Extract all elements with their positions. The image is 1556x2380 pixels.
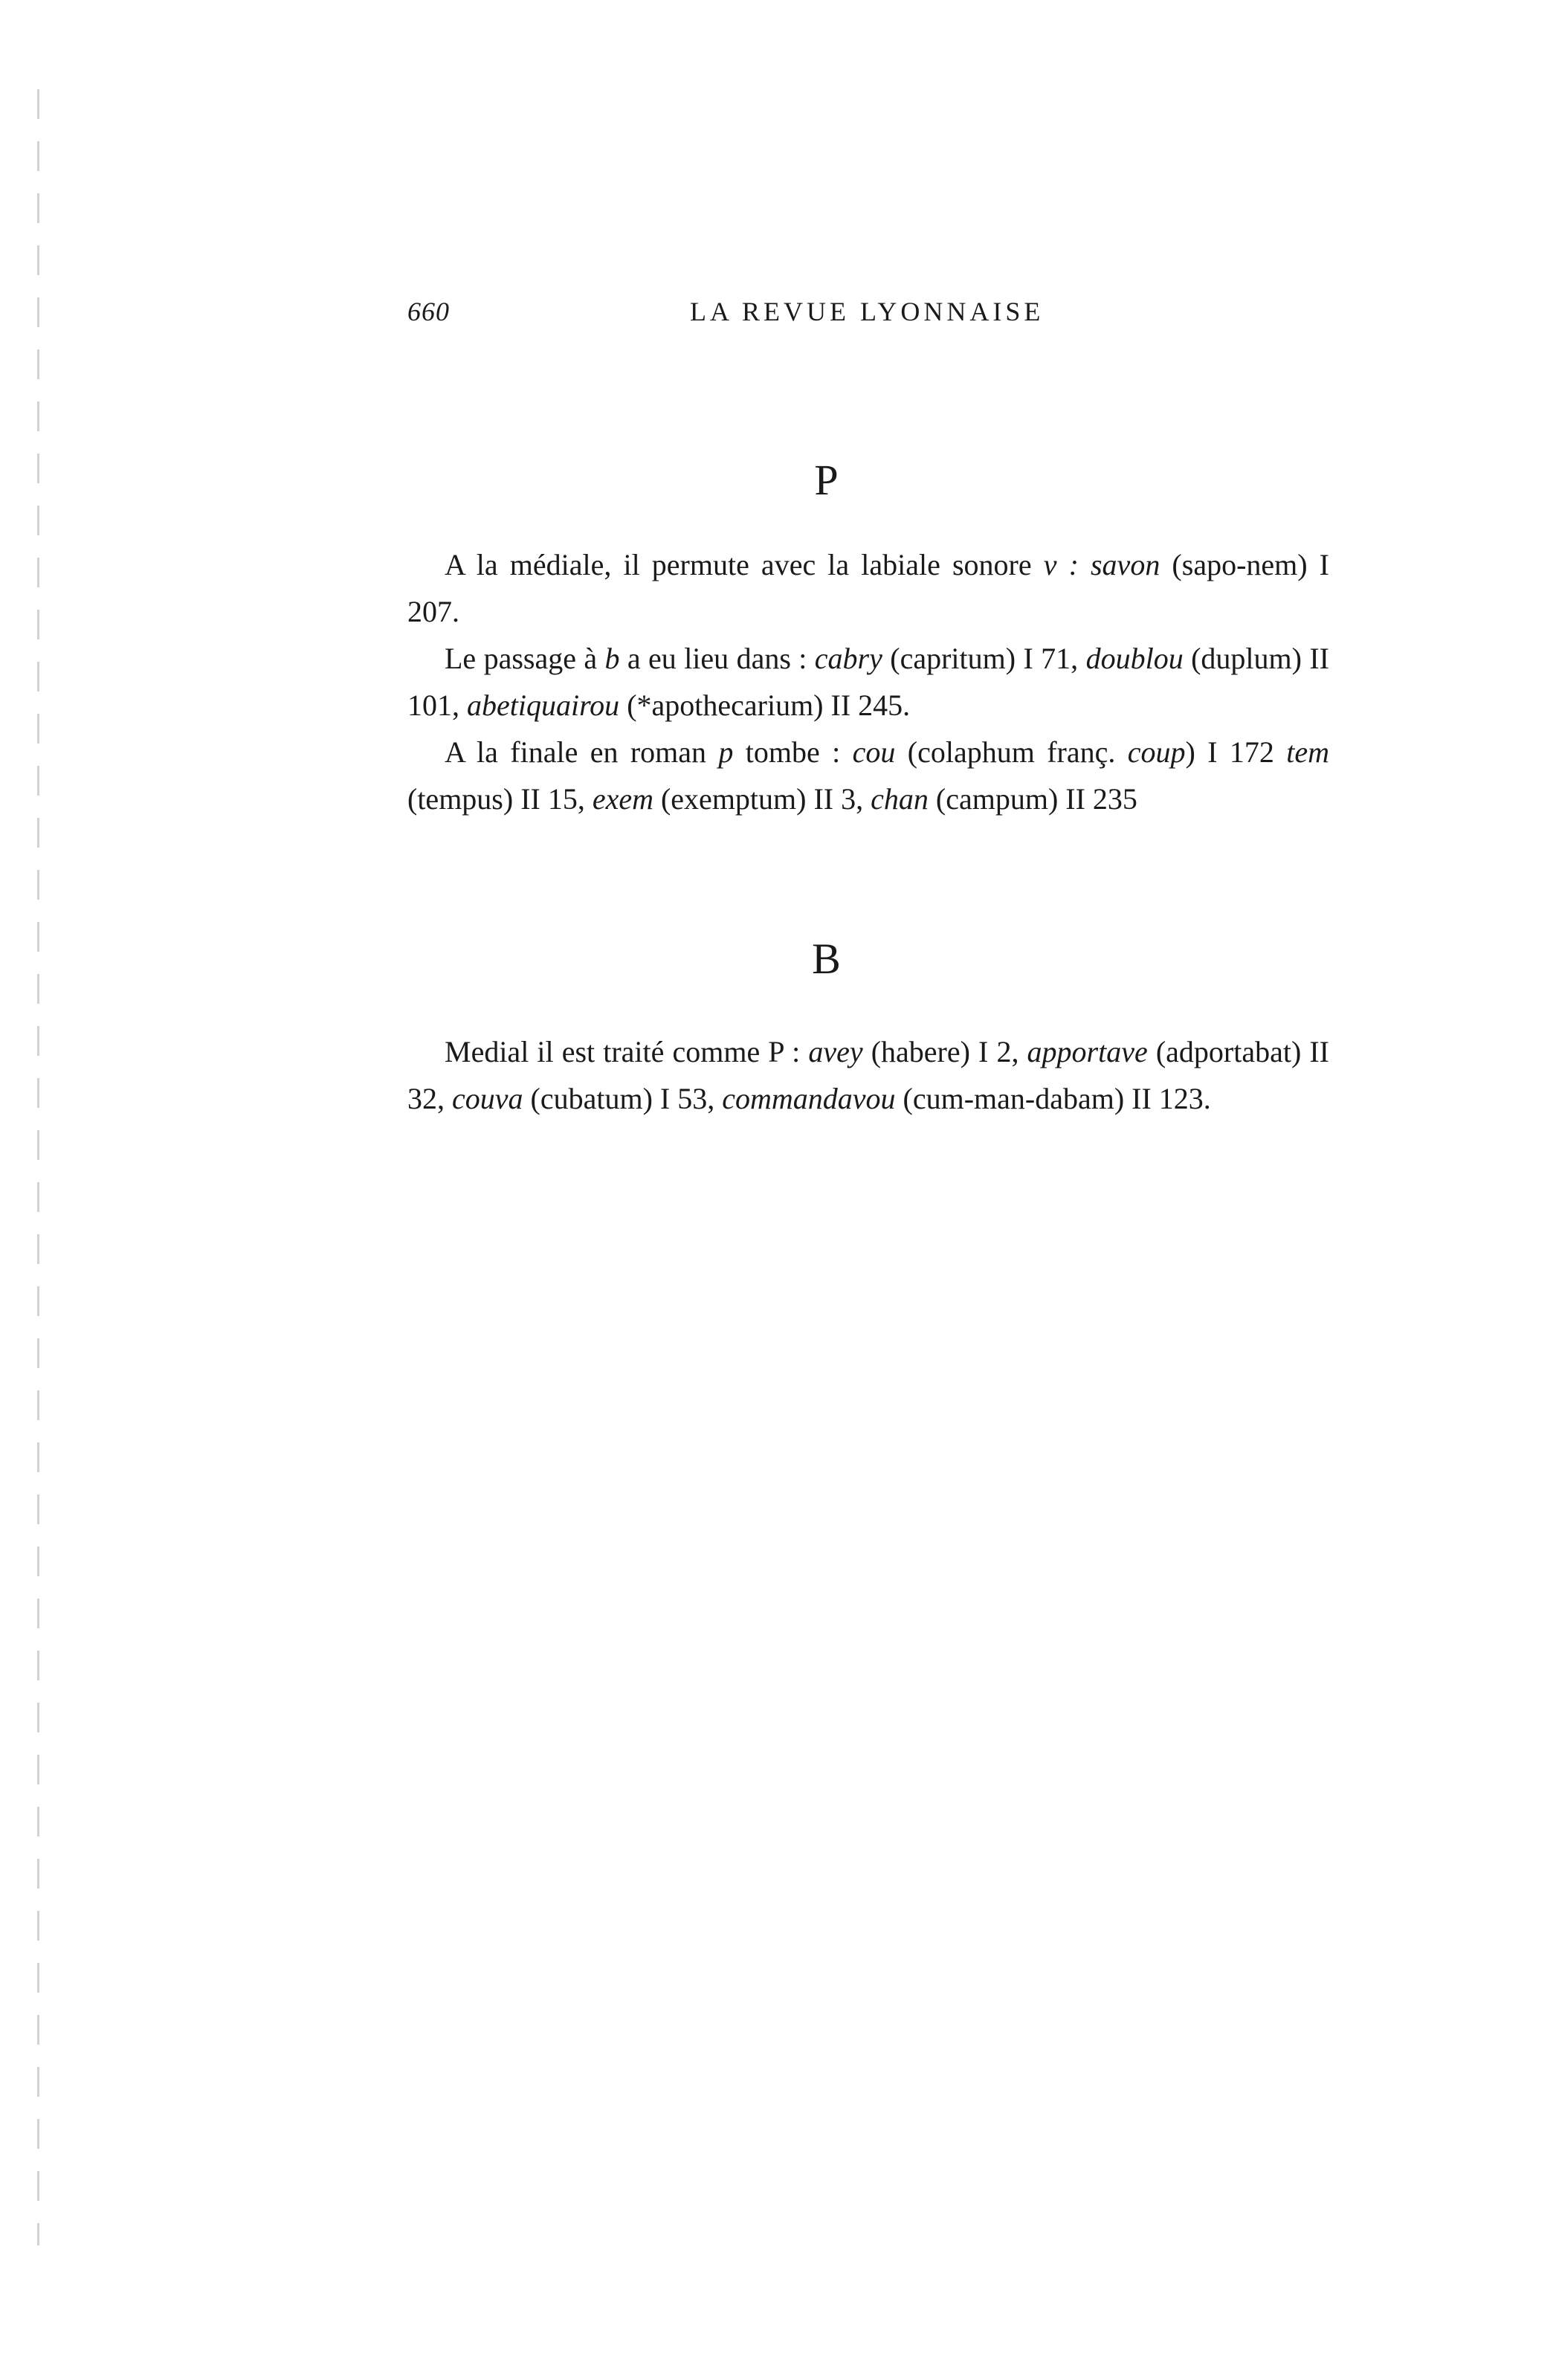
text-run: Le passage à bbox=[445, 642, 605, 675]
paragraph bbox=[407, 1028, 1329, 1122]
section-heading-b: B bbox=[812, 935, 841, 983]
text-run: (colaphum franç. bbox=[895, 735, 1128, 769]
text-run: Medial il est traité comme P : bbox=[445, 1035, 809, 1068]
italic-term: tem bbox=[1286, 735, 1330, 769]
text-run: ) I 172 bbox=[1185, 735, 1287, 769]
text-run: (duplum) II 101, bbox=[407, 642, 1329, 722]
italic-term: apportave bbox=[1027, 1035, 1148, 1068]
text-run: a eu lieu dans : bbox=[619, 642, 815, 675]
section-b-text bbox=[407, 1028, 1329, 1122]
text-run: (cum-man-dabam) II 123. bbox=[895, 1082, 1211, 1115]
italic-term: coup bbox=[1127, 735, 1186, 769]
italic-term: cou bbox=[852, 735, 896, 769]
text-run: (cubatum) I 53, bbox=[523, 1082, 723, 1115]
page-header bbox=[407, 296, 1329, 333]
italic-term: avey bbox=[808, 1035, 863, 1068]
italic-term: p bbox=[718, 735, 734, 769]
text-run: (capritum) I 71, bbox=[882, 642, 1086, 675]
italic-term: commandavou bbox=[722, 1082, 896, 1115]
binding-edge bbox=[37, 89, 39, 2245]
text-run: A la médiale, il permute avec la labiale sonore bbox=[445, 548, 1044, 581]
text-run: (sapo-nem) I 207. bbox=[407, 548, 1329, 628]
paragraph bbox=[407, 541, 1329, 635]
italic-term: couva bbox=[452, 1082, 523, 1115]
paragraph bbox=[407, 729, 1329, 822]
italic-term: v : savon bbox=[1043, 548, 1160, 581]
section-p-text bbox=[407, 541, 1329, 822]
text-run: (*apothecarium) II 245. bbox=[619, 688, 911, 722]
italic-term: b bbox=[604, 642, 620, 675]
text-run: (tempus) II 15, bbox=[407, 782, 593, 816]
italic-term: doublou bbox=[1085, 642, 1184, 675]
text-run: (campum) II 235 bbox=[928, 782, 1137, 816]
italic-term: chan bbox=[871, 782, 929, 816]
text-run: (exemptum) II 3, bbox=[653, 782, 871, 816]
text-run: A la finale en roman bbox=[445, 735, 719, 769]
paragraph bbox=[407, 635, 1329, 729]
text-run: (habere) I 2, bbox=[862, 1035, 1027, 1068]
running-title: LA REVUE LYONNAISE bbox=[690, 297, 1045, 326]
text-run: (adportabat) II 32, bbox=[407, 1035, 1330, 1115]
page-number: 660 bbox=[407, 297, 450, 326]
italic-term: cabry bbox=[814, 642, 882, 675]
italic-term: abetiquairou bbox=[467, 688, 620, 722]
italic-term: exem bbox=[592, 782, 653, 816]
section-heading-p: P bbox=[814, 456, 839, 504]
text-run: tombe : bbox=[733, 735, 853, 769]
